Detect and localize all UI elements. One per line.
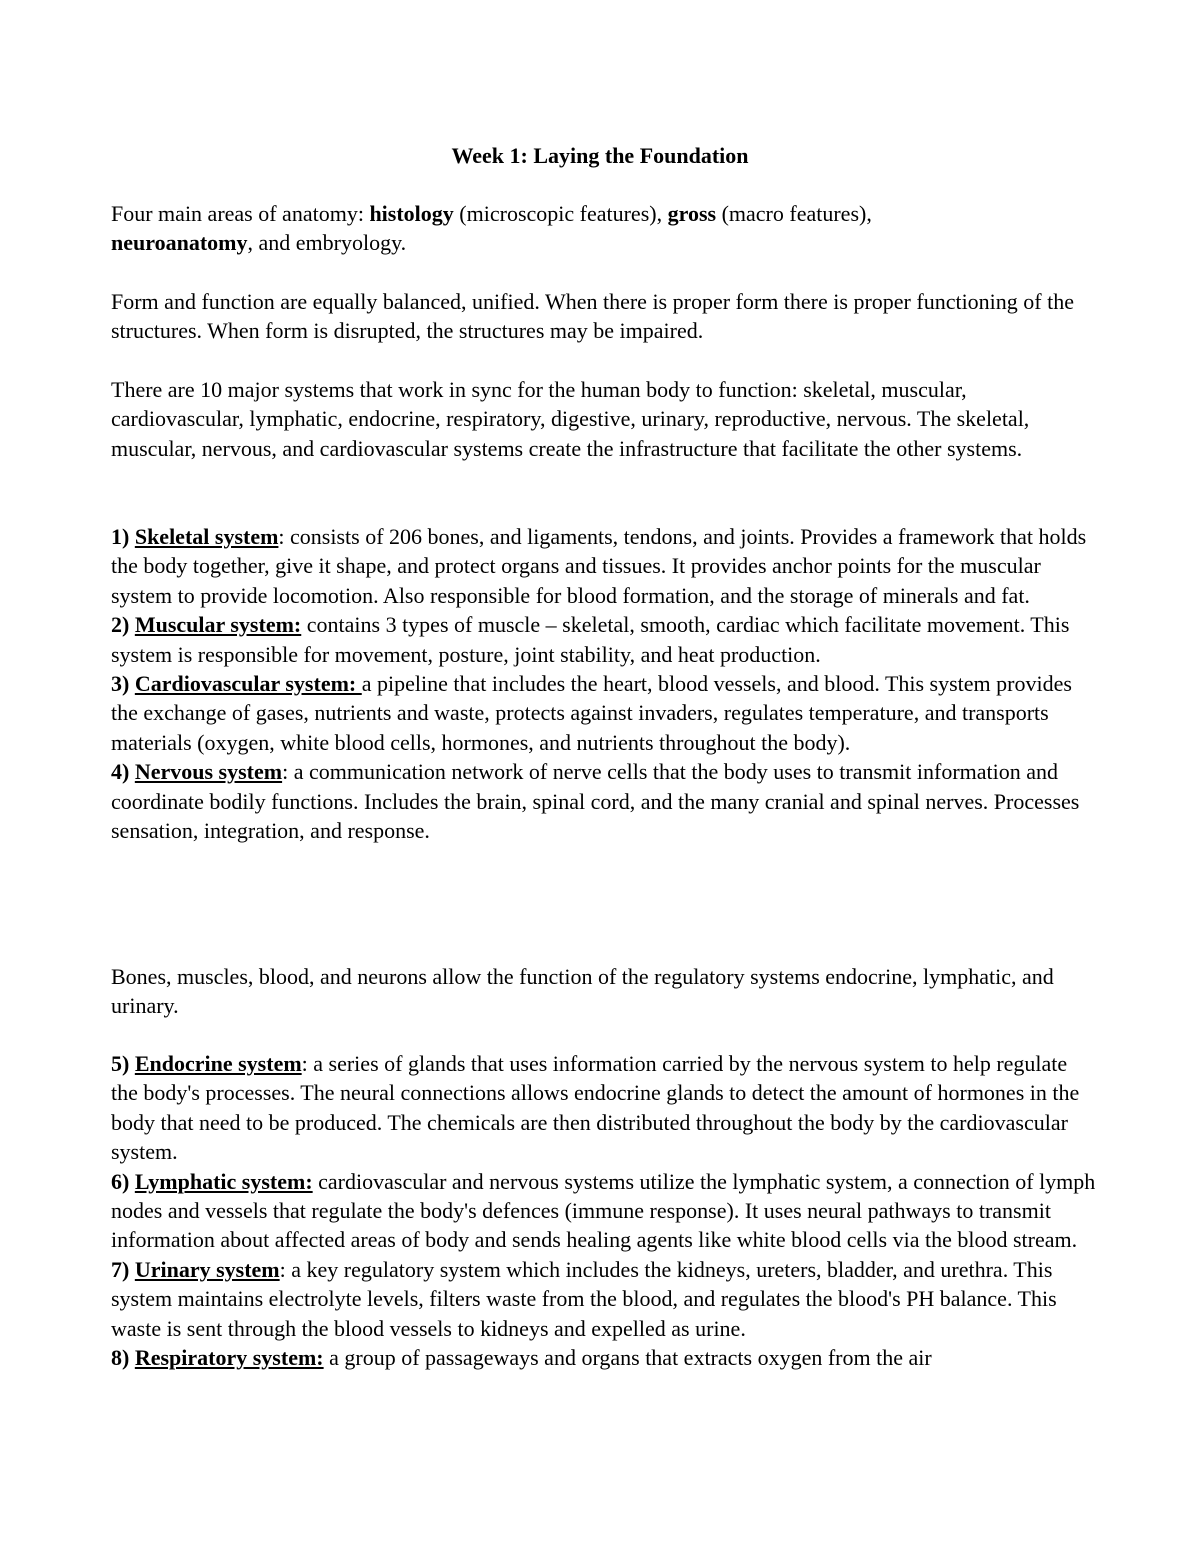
system-number: 5) <box>111 1051 135 1076</box>
system-description: : a series of glands that uses information carried by the nervous system to help regulate the body's processes. The neural connections allows endocrine glands to detect the amount of hormones in the body that need to be produced. The chemicals are then distributed throughout the body by the cardiovascular system. <box>111 1051 1080 1165</box>
system-description: contains 3 types of muscle – skeletal, smooth, cardiac which facilitate movement. This system is responsible for movement, posture, joint stability, and heat production. <box>111 612 1070 667</box>
system-item-muscular <box>111 610 1096 669</box>
term-neuroanatomy: neuroanatomy <box>111 230 248 256</box>
system-description: a group of passageways and organs that extracts oxygen from the air <box>323 1345 932 1371</box>
system-number: 8) <box>111 1345 135 1371</box>
intro-text: (macro features), <box>716 201 872 226</box>
intro-paragraph-areas <box>111 199 1096 258</box>
system-item-lymphatic <box>111 1167 1096 1255</box>
term-histology: histology <box>369 201 454 226</box>
intro-text: Four main areas of anatomy: <box>111 201 370 226</box>
document-title: Week 1: Laying the Foundation <box>451 143 749 168</box>
system-name: Endocrine system <box>134 1051 302 1076</box>
regulatory-paragraph: Bones, muscles, blood, and neurons allow the function of the regulatory systems endocrine, lymphatic, and urinary. <box>111 964 1054 1019</box>
system-name: Skeletal system <box>134 524 279 549</box>
system-description: a pipeline that includes the heart, blood vessels, and blood. This system provides the exchange of gases, nutrients and waste, protects against invaders, regulates temperature, and transports materials (oxygen, white blood cells, hormones, and nutrients throughout the body). <box>111 671 1072 755</box>
system-name: Cardiovascular system: <box>134 671 362 697</box>
system-name: Lymphatic system: <box>134 1168 313 1194</box>
system-number: 2) <box>111 612 135 638</box>
system-name: Muscular system: <box>134 612 302 638</box>
system-number: 1) <box>111 524 135 549</box>
intro-text: , and embryology. <box>247 230 407 256</box>
system-name: Nervous system <box>134 759 283 785</box>
system-number: 4) <box>111 759 135 785</box>
term-gross: gross <box>667 201 717 226</box>
intro-text: (microscopic features), <box>453 201 668 226</box>
system-description: : a key regulatory system which includes the kidneys, ureters, bladder, and urethra. This system maintains electrolyte levels, filters waste from the blood, and regulates the blood's PH balance. This waste is sent through the blood vessels to kidneys and expelled as urine. <box>111 1256 1057 1341</box>
system-name: Urinary system <box>134 1256 280 1282</box>
system-name: Respiratory system: <box>134 1345 324 1371</box>
intro-paragraph-systems: There are 10 major systems that work in sync for the human body to function: skeletal, muscular, cardiovascular, lymphatic, endocrine, respiratory, digestive, urinary, reproductive, nervous. The skeletal, muscular, nervous, and cardiovascular systems create the infrastructure that facilitate the other systems. <box>111 377 1030 461</box>
system-description: : consists of 206 bones, and ligaments, tendons, and joints. Provides a framework that holds the body together, give it shape, and protect organs and tissues. It provides anchor points for the muscular system to provide locomotion. Also responsible for blood formation, and the storage of minerals and fat. <box>111 524 1087 608</box>
system-item-urinary <box>111 1255 1096 1343</box>
system-number: 3) <box>111 671 135 697</box>
system-number: 6) <box>111 1168 135 1194</box>
system-description: cardiovascular and nervous systems utilize the lymphatic system, a connection of lymph nodes and vessels that regulate the body's defences (immune response). It uses neural pathways to transmit information about affected areas of body and sends healing agents like white blood cells via the blood stream. <box>111 1168 1096 1253</box>
system-number: 7) <box>111 1256 135 1282</box>
systems-list-group-1 <box>111 522 1096 845</box>
system-item-endocrine <box>111 1049 1096 1167</box>
system-item-respiratory <box>111 1343 1096 1372</box>
intro-paragraph-form-function: Form and function are equally balanced, unified. When there is proper form there is proper functioning of the structures. When form is disrupted, the structures may be impaired. <box>111 289 1074 344</box>
system-item-nervous <box>111 757 1096 845</box>
system-item-cardiovascular <box>111 669 1096 757</box>
system-item-skeletal <box>111 522 1096 610</box>
system-description: : a communication network of nerve cells that the body uses to transmit information and coordinate bodily functions. Includes the brain, spinal cord, and the many cranial and spinal nerves. Processes sensation, integration, and response. <box>111 759 1080 844</box>
systems-list-group-2 <box>111 1049 1096 1372</box>
